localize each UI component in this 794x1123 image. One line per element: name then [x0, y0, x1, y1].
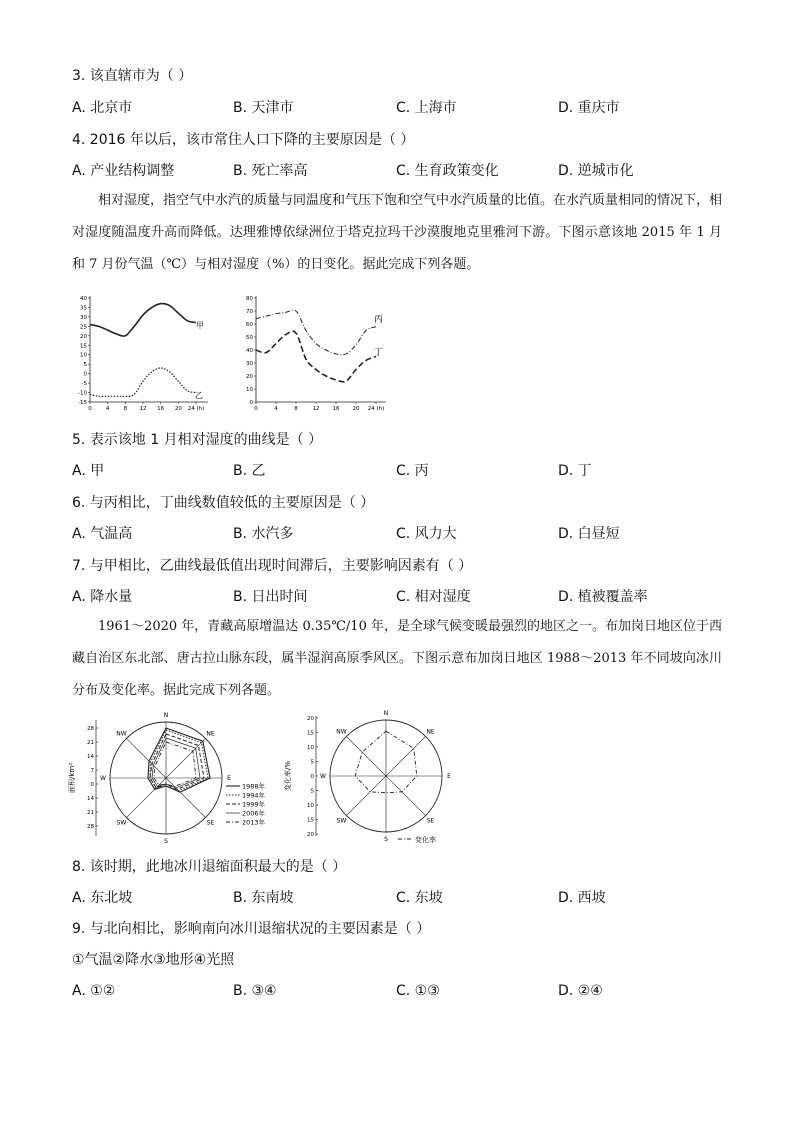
- x-tick-label: 16: [332, 406, 340, 412]
- scale-tick-label: 28: [87, 824, 94, 830]
- label-bing: 丙: [374, 315, 384, 325]
- y-tick-label: 30: [246, 361, 253, 367]
- q6-option-a: A. 气温高: [72, 526, 133, 542]
- scale-tick-label: 20: [307, 832, 314, 838]
- x-tick-label: 12: [312, 406, 320, 412]
- x-tick-label: 12: [139, 406, 147, 412]
- series-yi-line: [90, 368, 196, 397]
- y-tick-label: 20: [80, 333, 87, 340]
- x-tick-label: 20: [352, 406, 360, 412]
- area-series-polygons: [148, 728, 210, 792]
- direction-label: E: [447, 773, 451, 780]
- q7-option-b: B. 日出时间: [233, 589, 308, 605]
- q5-option-d: D. 丁: [558, 463, 592, 479]
- q9-option-c: C. ①③: [396, 983, 440, 999]
- scale-tick-label: 21: [87, 740, 94, 746]
- y-tick-label: -15: [78, 400, 87, 406]
- scale-tick-label: 15: [307, 817, 314, 824]
- q7-option-c: C. 相对湿度: [396, 589, 471, 605]
- glacier-area-rose: [68, 712, 288, 844]
- change-ylabel: 变化率/%: [284, 760, 292, 792]
- q5-stem: 5. 表示该地 1 月相对湿度的曲线是（ ）: [72, 432, 323, 448]
- y-tick-label: 0: [83, 371, 87, 378]
- passage-glacier: 1961～2020 年，青藏高原增温达 0.35℃/10 年，是全球气候变暖最强烈的地区之一。布加岗日地区位于西藏自治区东北部、唐古拉山脉东段，属半湿润高原季风区。下图示意布加岗日地区 1988～2013 年不同坡向冰川分布及变化率。据此完成下列各题。: [72, 619, 722, 698]
- x-tick-label: 16: [157, 406, 165, 412]
- label-ding: 丁: [374, 348, 384, 358]
- q3-option-c: C. 上海市: [396, 100, 457, 116]
- q5-option-a: A. 甲: [72, 463, 105, 479]
- y-tick-label: 30: [80, 314, 87, 321]
- y-tick-label: 0: [249, 400, 253, 406]
- direction-label: SW: [336, 817, 347, 825]
- q6-stem: 6. 与丙相比，丁曲线数值较低的主要原因是（ ）: [72, 495, 375, 511]
- area-ylabel: 面积/km²: [68, 762, 76, 794]
- direction-label: NE: [426, 728, 435, 736]
- scale-tick-label: 20: [307, 716, 314, 722]
- humidity-chart: [236, 290, 396, 415]
- scale-tick-label: 7: [90, 768, 94, 774]
- y-tick-label: -10: [78, 390, 87, 397]
- scale-tick-label: 14: [87, 796, 94, 802]
- q4-option-c: C. 生育政策变化: [396, 163, 499, 179]
- q3-option-a: A. 北京市: [72, 100, 133, 116]
- direction-label: SW: [116, 819, 127, 827]
- scale-tick-label: 10: [307, 803, 314, 809]
- q8-option-a: A. 东北坡: [72, 890, 133, 906]
- q3-stem: 3. 该直辖市为（ ）: [72, 68, 193, 84]
- passage-humidity: 相对湿度，指空气中水汽的质量与同温度和气压下饱和空气中水汽质量的比值。在水汽质量相同的情况下，相对湿度随温度升高而降低。达理雅博依绿洲位于塔克拉玛干沙漠腹地克里雅河下游。下图示意该地 2015 年 1 月和 7 月份气温（℃）与相对湿度（%）的日变化。据此完成下列各题。: [72, 193, 723, 272]
- area-series-polygon: [154, 742, 196, 787]
- direction-label: E: [227, 775, 231, 782]
- change-rose-spokes: [330, 720, 442, 832]
- direction-label: S: [164, 838, 168, 844]
- q3-option-d: D. 重庆市: [558, 100, 620, 116]
- temperature-chart: [68, 290, 218, 415]
- y-tick-label: 50: [246, 335, 253, 341]
- y-tick-label: -5: [81, 381, 87, 388]
- humidity-x-ticks: [254, 402, 384, 412]
- humidity-y-ticks: [246, 296, 256, 406]
- label-yi: 乙: [195, 391, 203, 400]
- q4-stem: 4. 2016 年以后，该市常住人口下降的主要原因是（ ）: [72, 132, 415, 148]
- q9-option-b: B. ③④: [233, 983, 277, 999]
- direction-label: S: [384, 836, 388, 843]
- x-tick-label: 8: [294, 406, 298, 412]
- q3-option-b: B. 天津市: [233, 100, 294, 116]
- x-tick-label: 8: [123, 406, 128, 412]
- area-legend: [226, 782, 266, 827]
- q7-option-d: D. 植被覆盖率: [558, 589, 648, 605]
- direction-label: NE: [206, 730, 215, 738]
- temperature-x-ticks: [88, 402, 204, 412]
- y-tick-label: 20: [246, 374, 253, 380]
- q4-option-a: A. 产业结构调整: [72, 163, 175, 179]
- label-jia: 甲: [196, 321, 204, 330]
- y-tick-label: 5: [83, 362, 87, 369]
- x-tick-label: 0: [254, 406, 258, 412]
- direction-label: NW: [116, 730, 127, 738]
- legend-label: 1994年: [242, 791, 266, 800]
- q4-option-b: B. 死亡率高: [233, 163, 308, 179]
- legend-label: 2013年: [242, 818, 266, 827]
- q8-option-c: C. 东坡: [396, 890, 443, 906]
- x-tick-label: 20: [174, 406, 182, 412]
- direction-label: W: [100, 775, 106, 782]
- scale-tick-label: 5: [310, 788, 314, 795]
- legend-label: 1988年: [242, 782, 266, 791]
- q8-stem: 8. 该时期，此地冰川退缩面积最大的是（ ）: [72, 859, 347, 875]
- y-tick-label: 60: [246, 322, 253, 328]
- direction-label: SE: [426, 817, 435, 825]
- y-tick-label: 35: [80, 305, 87, 312]
- q9-option-d: D. ②④: [558, 983, 603, 999]
- scale-tick-label: 0: [90, 782, 94, 788]
- x-tick-label: 24 (h): [187, 406, 205, 412]
- q9-option-a: A. ①②: [72, 983, 116, 999]
- y-tick-label: 10: [246, 387, 253, 393]
- y-tick-label: 40: [80, 296, 87, 302]
- y-tick-label: 80: [246, 296, 253, 302]
- legend-label: 1999年: [242, 800, 266, 809]
- q4-option-d: D. 逆城市化: [558, 163, 634, 179]
- direction-label: NW: [336, 728, 347, 736]
- scale-tick-label: 10: [307, 745, 314, 751]
- q8-option-b: B. 东南坡: [233, 890, 294, 906]
- q9-stem: 9. 与北向相比，影响南向冰川退缩状况的主要因素是（ ）: [72, 921, 431, 937]
- scale-tick-label: 15: [307, 730, 314, 737]
- q6-option-c: C. 风力大: [396, 526, 457, 542]
- direction-label: N: [163, 712, 169, 719]
- x-tick-label: 24 (h): [367, 406, 385, 412]
- x-tick-label: 0: [88, 406, 92, 412]
- change-scale-ticks: [307, 716, 318, 838]
- y-tick-label: 25: [80, 324, 87, 331]
- q6-option-b: B. 水汽多: [233, 526, 294, 542]
- q6-option-d: D. 白昼短: [558, 526, 620, 542]
- direction-label: N: [383, 710, 389, 717]
- q8-option-d: D. 西坡: [558, 890, 606, 906]
- q7-stem: 7. 与甲相比，乙曲线最低值出现时间滞后，主要影响因素有（ ）: [72, 558, 473, 574]
- q7-option-a: A. 降水量: [72, 589, 133, 605]
- scale-tick-label: 5: [310, 759, 314, 766]
- scale-tick-label: 21: [87, 810, 94, 816]
- y-tick-label: 70: [246, 309, 253, 315]
- x-tick-label: 4: [105, 406, 110, 412]
- scale-tick-label: 28: [87, 726, 94, 732]
- change-legend-label: 变化率: [415, 836, 436, 844]
- q9-factors: ①气温②降水③地形④光照: [72, 952, 235, 968]
- scale-tick-label: 14: [87, 754, 94, 760]
- series-jia-line: [90, 304, 196, 337]
- glacier-change-rose: [282, 710, 462, 846]
- y-tick-label: 10: [80, 352, 87, 359]
- y-tick-label: 15: [80, 343, 87, 350]
- temperature-y-ticks: [78, 296, 90, 406]
- direction-label: SE: [206, 819, 215, 827]
- series-ding-line: [256, 331, 376, 382]
- y-tick-label: 40: [246, 348, 253, 354]
- scale-tick-label: 0: [310, 774, 314, 780]
- legend-label: 2006年: [242, 809, 266, 818]
- x-tick-label: 4: [274, 406, 278, 412]
- direction-label: W: [320, 773, 326, 780]
- q5-option-c: C. 丙: [396, 463, 429, 479]
- q5-option-b: B. 乙: [233, 463, 266, 479]
- series-bing-line: [256, 310, 376, 355]
